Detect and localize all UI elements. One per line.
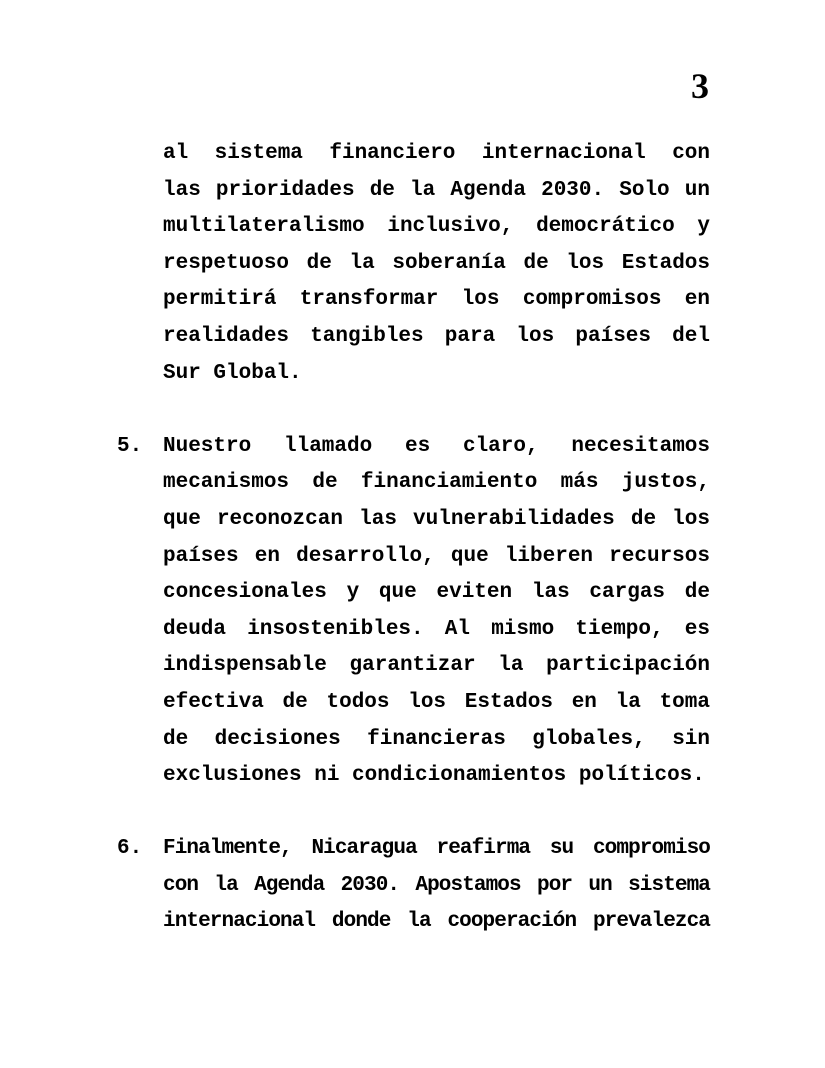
text-line: permitirá transformar los compromisos en (163, 288, 710, 312)
document-body (117, 136, 710, 941)
text-line: internacional donde la cooperación prevalezca (163, 910, 710, 934)
text-line: realidades tangibles para los países del (163, 324, 710, 348)
paragraph-continuation (163, 136, 710, 392)
text-line: mecanismos de financiamiento más justos, (163, 471, 710, 495)
text-line: exclusiones ni condicionamientos políticos. (163, 764, 705, 788)
text-line: efectiva de todos los Estados en la toma (163, 690, 710, 714)
text-line: las prioridades de la Agenda 2030. Solo un (163, 178, 710, 202)
text-line: Sur Global. (163, 361, 302, 385)
text-line: que reconozcan las vulnerabilidades de los (163, 507, 710, 531)
text-line: respetuoso de la soberanía de los Estados (163, 251, 710, 275)
text-line: multilateralismo inclusivo, democrático y (163, 215, 710, 239)
text-line: Finalmente, Nicaragua reafirma su compromiso (163, 837, 710, 861)
text-line: al sistema financiero internacional con (163, 142, 710, 165)
list-item-5 (117, 429, 710, 795)
page-number: 3 (691, 66, 709, 106)
list-item-6 (117, 831, 710, 941)
text-line: de decisiones financieras globales, sin (163, 727, 710, 751)
list-item-number: 5. (117, 434, 143, 458)
text-line: deuda insostenibles. Al mismo tiempo, es (163, 617, 710, 641)
list-item-number: 6. (117, 837, 143, 861)
text-line: países en desarrollo, que liberen recursos (163, 544, 710, 568)
text-line: con la Agenda 2030. Apostamos por un sistema (163, 873, 710, 897)
text-line: indispensable garantizar la participación (163, 654, 710, 678)
text-line: Nuestro llamado es claro, necesitamos (163, 434, 710, 458)
text-line: concesionales y que eviten las cargas de (163, 581, 710, 605)
